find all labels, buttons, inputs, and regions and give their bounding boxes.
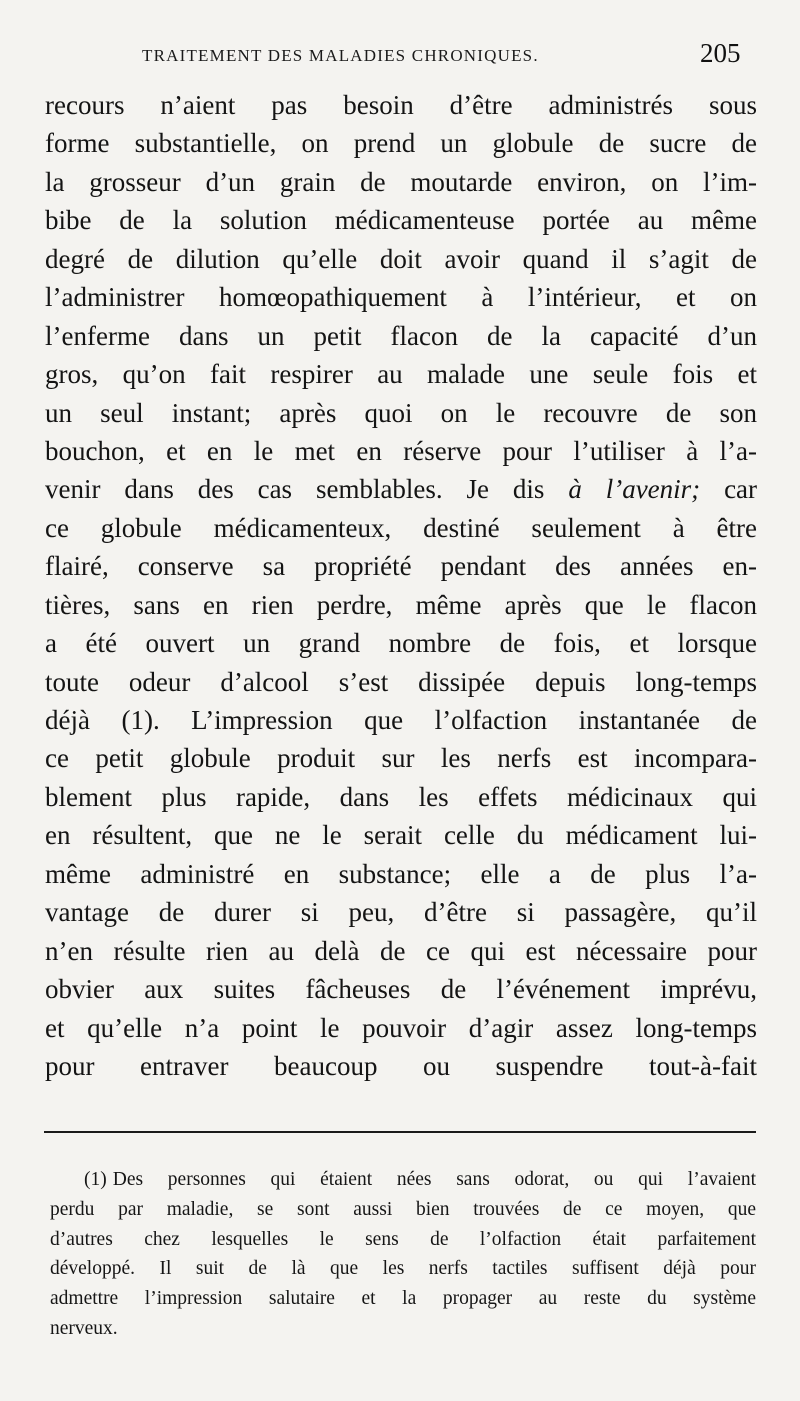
text-line: déjà (1). L’impression que l’olfaction instantanée de <box>45 705 757 735</box>
text-line: bibe de la solution médicamenteuse portée au même <box>45 205 757 236</box>
text-line: flairé, conserve sa propriété pendant des années en- <box>45 551 757 582</box>
text-line: forme substantielle, on prend un globule de sucre de <box>45 128 757 159</box>
running-head: TRAITEMENT DES MALADIES CHRONIQUES. <box>142 46 539 65</box>
text-line: tières, sans en rien perdre, même après que le flacon <box>45 589 757 620</box>
text-line: toute odeur d’alcool s’est dissipée depuis long-temps <box>45 666 757 697</box>
text-line: obvier aux suites fâcheuses de l’événement imprévu, <box>45 974 757 1005</box>
text-segment: car <box>724 474 757 505</box>
page-number: 205 <box>700 38 741 68</box>
text-line: l’enferme dans un petit flacon de la capacité d’un <box>45 320 757 351</box>
footnote-line: admettre l’impression salutaire et la propager au reste du système <box>50 1288 756 1310</box>
text-line: la grosseur d’un grain de moutarde environ, on l’im- <box>45 166 757 197</box>
footnote-line: d’autres chez lesquelles le sens de l’olfaction était parfaitement <box>50 1228 756 1250</box>
text-line: bouchon, et en le met en réserve pour l’utiliser à l’a- <box>45 435 757 466</box>
footnote <box>50 1165 756 1344</box>
text-line: un seul instant; après quoi on le recouvre de son <box>45 397 757 428</box>
italic-phrase: à l’avenir; <box>568 474 701 505</box>
text-line: degré de dilution qu’elle doit avoir quand il s’agit de <box>45 243 757 274</box>
text-line: recours n’aient pas besoin d’être administrés sous <box>45 90 757 120</box>
footnote-line <box>50 1165 756 1195</box>
footnote-divider <box>44 1131 756 1133</box>
text-line: gros, qu’on fait respirer au malade une seule fois et <box>45 359 757 390</box>
page-header <box>0 38 800 74</box>
text-line: l’administrer homœopathiquement à l’intérieur, et on <box>45 282 757 313</box>
text-line: a été ouvert un grand nombre de fois, et lorsque <box>45 628 757 659</box>
text-line: et qu’elle n’a point le pouvoir d’agir assez long-temps <box>45 1012 757 1043</box>
text-line: n’en résulte rien au delà de ce qui est nécessaire pour <box>45 935 757 966</box>
text-line: ce globule médicamenteux, destiné seulement à être <box>45 512 757 543</box>
text-segment: venir dans des cas semblables. Je dis <box>45 474 545 505</box>
footnote-text: Des personnes qui étaient nées sans odorat, ou qui l’avaient <box>112 1169 756 1190</box>
footnote-line: perdu par maladie, se sont aussi bien trouvées de ce moyen, que <box>50 1198 756 1220</box>
text-line: vantage de durer si peu, d’être si passagère, qu’il <box>45 897 757 928</box>
text-line: blement plus rapide, dans les effets médicinaux qui <box>45 781 757 812</box>
body-text <box>45 86 757 1085</box>
footnote-line: nerveux. <box>50 1317 118 1339</box>
text-line: pour entraver beaucoup ou suspendre tout-à-fait <box>45 1050 757 1081</box>
text-line: ce petit globule produit sur les nerfs est incompara- <box>45 743 757 774</box>
footnote-line: développé. Il suit de là que les nerfs tactiles suffisent déjà pour <box>50 1258 756 1280</box>
footnote-marker: (1) <box>84 1169 107 1190</box>
text-line-with-italic <box>45 470 757 508</box>
text-line: en résultent, que ne le serait celle du médicament lui- <box>45 820 757 851</box>
text-line: même administré en substance; elle a de plus l’a- <box>45 858 757 889</box>
